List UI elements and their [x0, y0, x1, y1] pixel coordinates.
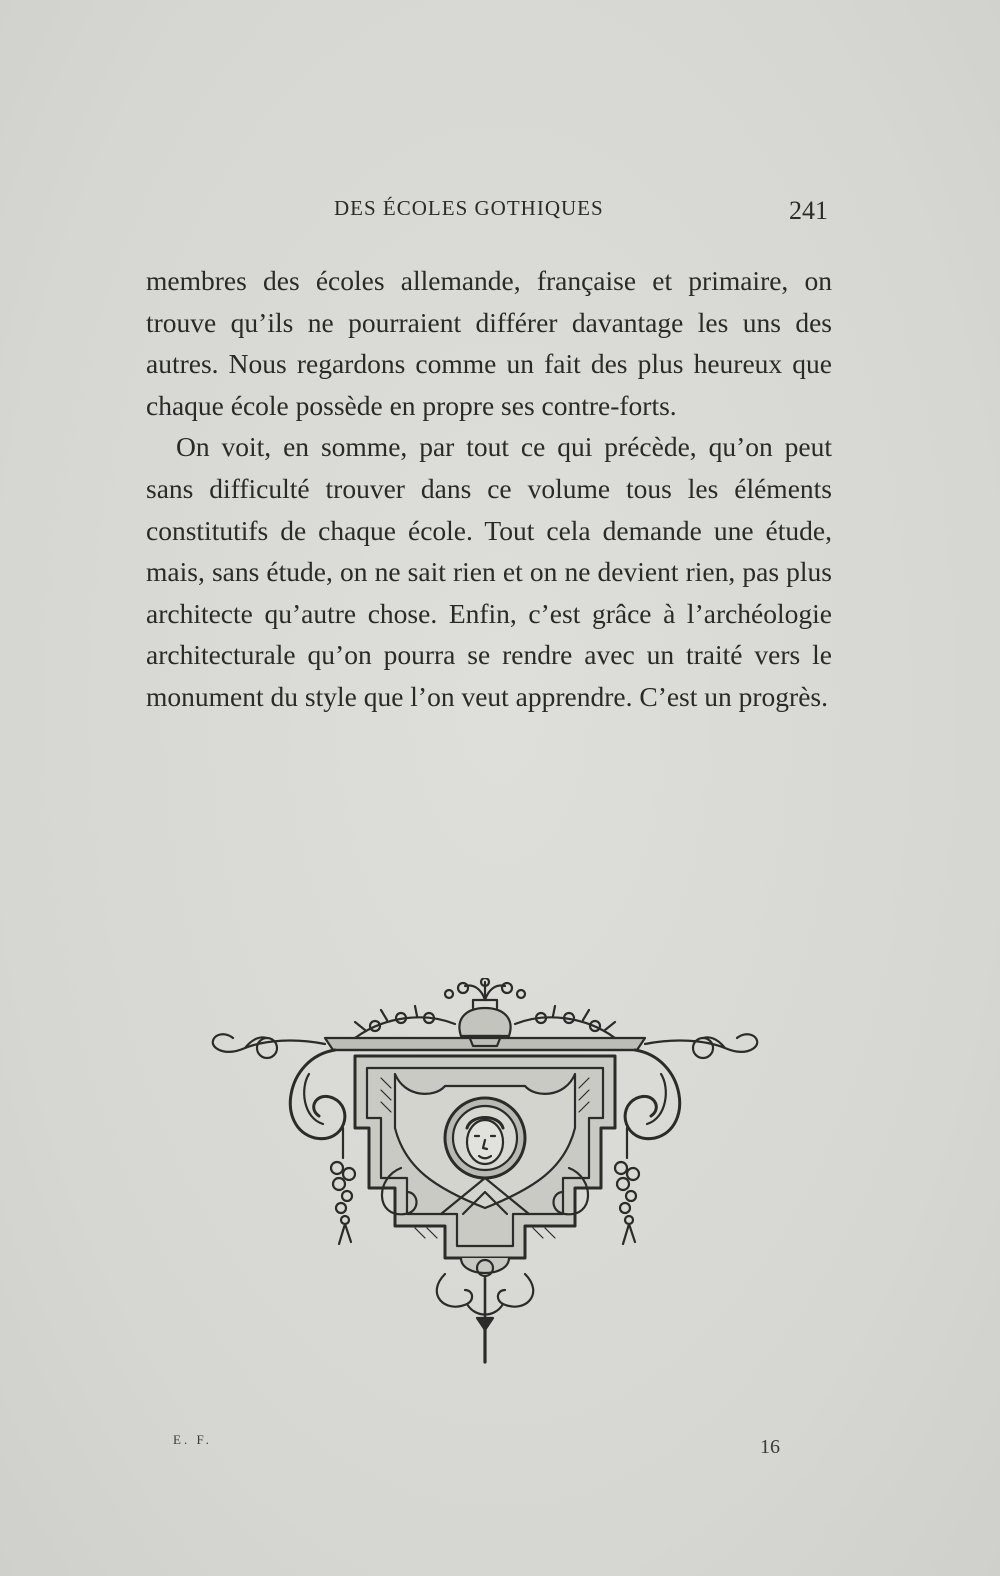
body-text — [146, 260, 832, 718]
page-number: 241 — [789, 196, 828, 225]
paragraph: membres des écoles allemande, française et primaire, on trouve qu’ils ne pourraient différer davantage les uns des autres. Nous regardons comme un fait des plus heureux que chaque école possède en propre ses contre-forts. — [146, 265, 832, 421]
sheet-number: 16 — [760, 1436, 780, 1458]
paragraph: On voit, en somme, par tout ce qui précède, qu’on peut sans difficulté trouver dans ce volume tous les éléments constitutifs de chaque école. Tout cela demande une étude, mais, sans étude, on ne sait rien et on ne devient rien, pas plus architecte qu’autre chose. Enfin, c’est grâce à l’archéologie architecturale qu’on pourra se rendre avec un traité vers le monument du style que l’on veut apprendre. C’est un progrès. — [146, 431, 832, 712]
printer-signature-mark: E. F. — [173, 1432, 212, 1447]
cul-de-lampe-ornament-icon — [205, 978, 765, 1370]
show-through-text — [40, 112, 640, 138]
running-header-title: DES ÉCOLES GOTHIQUES — [334, 196, 604, 220]
